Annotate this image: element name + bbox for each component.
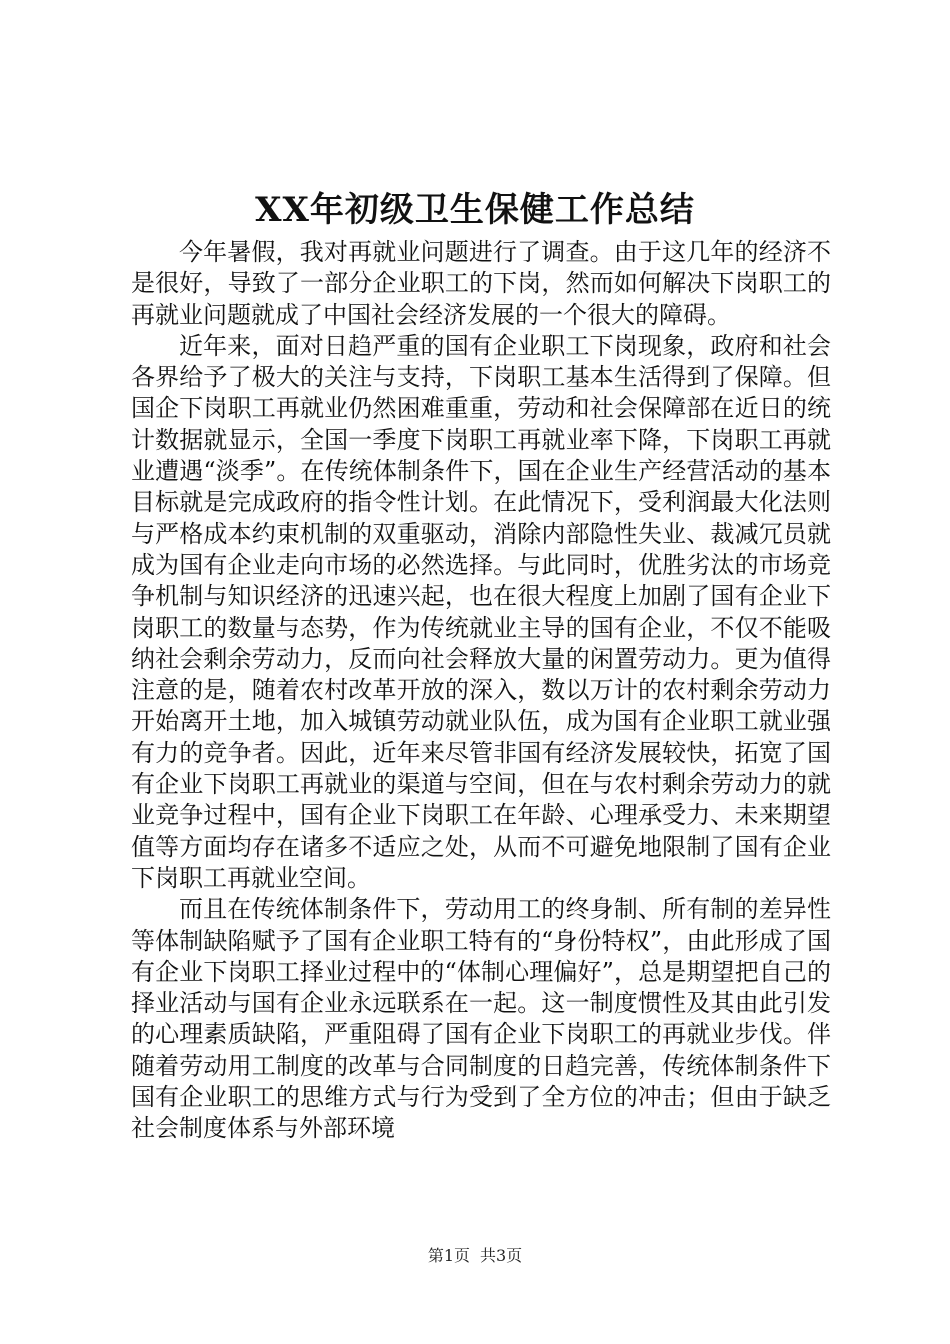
page-number: 第1页 [427, 1246, 470, 1265]
page-footer [0, 1244, 950, 1268]
body-paragraph-3: 而且在传统体制条件下，劳动用工的终身制、所有制的差异性等体制缺陷赋予了国有企业职工特有的“身份特权”，由此形成了国有企业下岗职工择业过程中的“体制心理偏好”，总是期望把自己的择业活动与国有企业永远联系在一起。这一制度惯性及其由此引发的心理素质缺陷，严重阻碍了国有企业下岗职工的再就业步伐。伴随着劳动用工制度的改革与合同制度的日趋完善，传统体制条件下国有企业职工的思维方式与行为受到了全方位的冲击；但由于缺乏社会制度体系与外部环境 [131, 895, 831, 1143]
body-paragraph-1: 今年暑假，我对再就业问题进行了调查。由于这几年的经济不是很好，导致了一部分企业职工的下岗，然而如何解决下岗职工的再就业问题就成了中国社会经济发展的一个很大的障碍。 [131, 238, 831, 329]
body-paragraph-2: 近年来，面对日趋严重的国有企业职工下岗现象，政府和社会各界给予了极大的关注与支持，下岗职工基本生活得到了保障。但国企下岗职工再就业仍然困难重重，劳动和社会保障部在近日的统计数据就显示，全国一季度下岗职工再就业率下降，下岗职工再就业遭遇“淡季”。在传统体制条件下，国在企业生产经营活动的基本目标就是完成政府的指令性计划。在此情况下，受利润最大化法则与严格成本约束机制的双重驱动，消除内部隐性失业、裁减冗员就成为国有企业走向市场的必然选择。与此同时，优胜劣汰的市场竞争机制与知识经济的迅速兴起，也在很大程度上加剧了国有企业下岗职工的数量与态势，作为传统就业主导的国有企业，不仅不能吸纳社会剩余劳动力，反而向社会释放大量的闲置劳动力。更为值得注意的是，随着农村改革开放的深入，数以万计的农村剩余劳动力开始离开土地，加入城镇劳动就业队伍，成为国有企业职工就业强有力的竞争者。因此，近年来尽管非国有经济发展较快，拓宽了国有企业下岗职工再就业的渠道与空间，但在与农村剩余劳动力的就业竞争过程中，国有企业下岗职工在年龄、心理承受力、未来期望值等方面均存在诸多不适应之处，从而不可避免地限制了国有企业下岗职工再就业空间。 [131, 331, 831, 892]
document-body [131, 237, 831, 1145]
document-title: XX年初级卫生保健工作总结 [255, 190, 695, 230]
page-total: 共3页 [480, 1246, 523, 1265]
